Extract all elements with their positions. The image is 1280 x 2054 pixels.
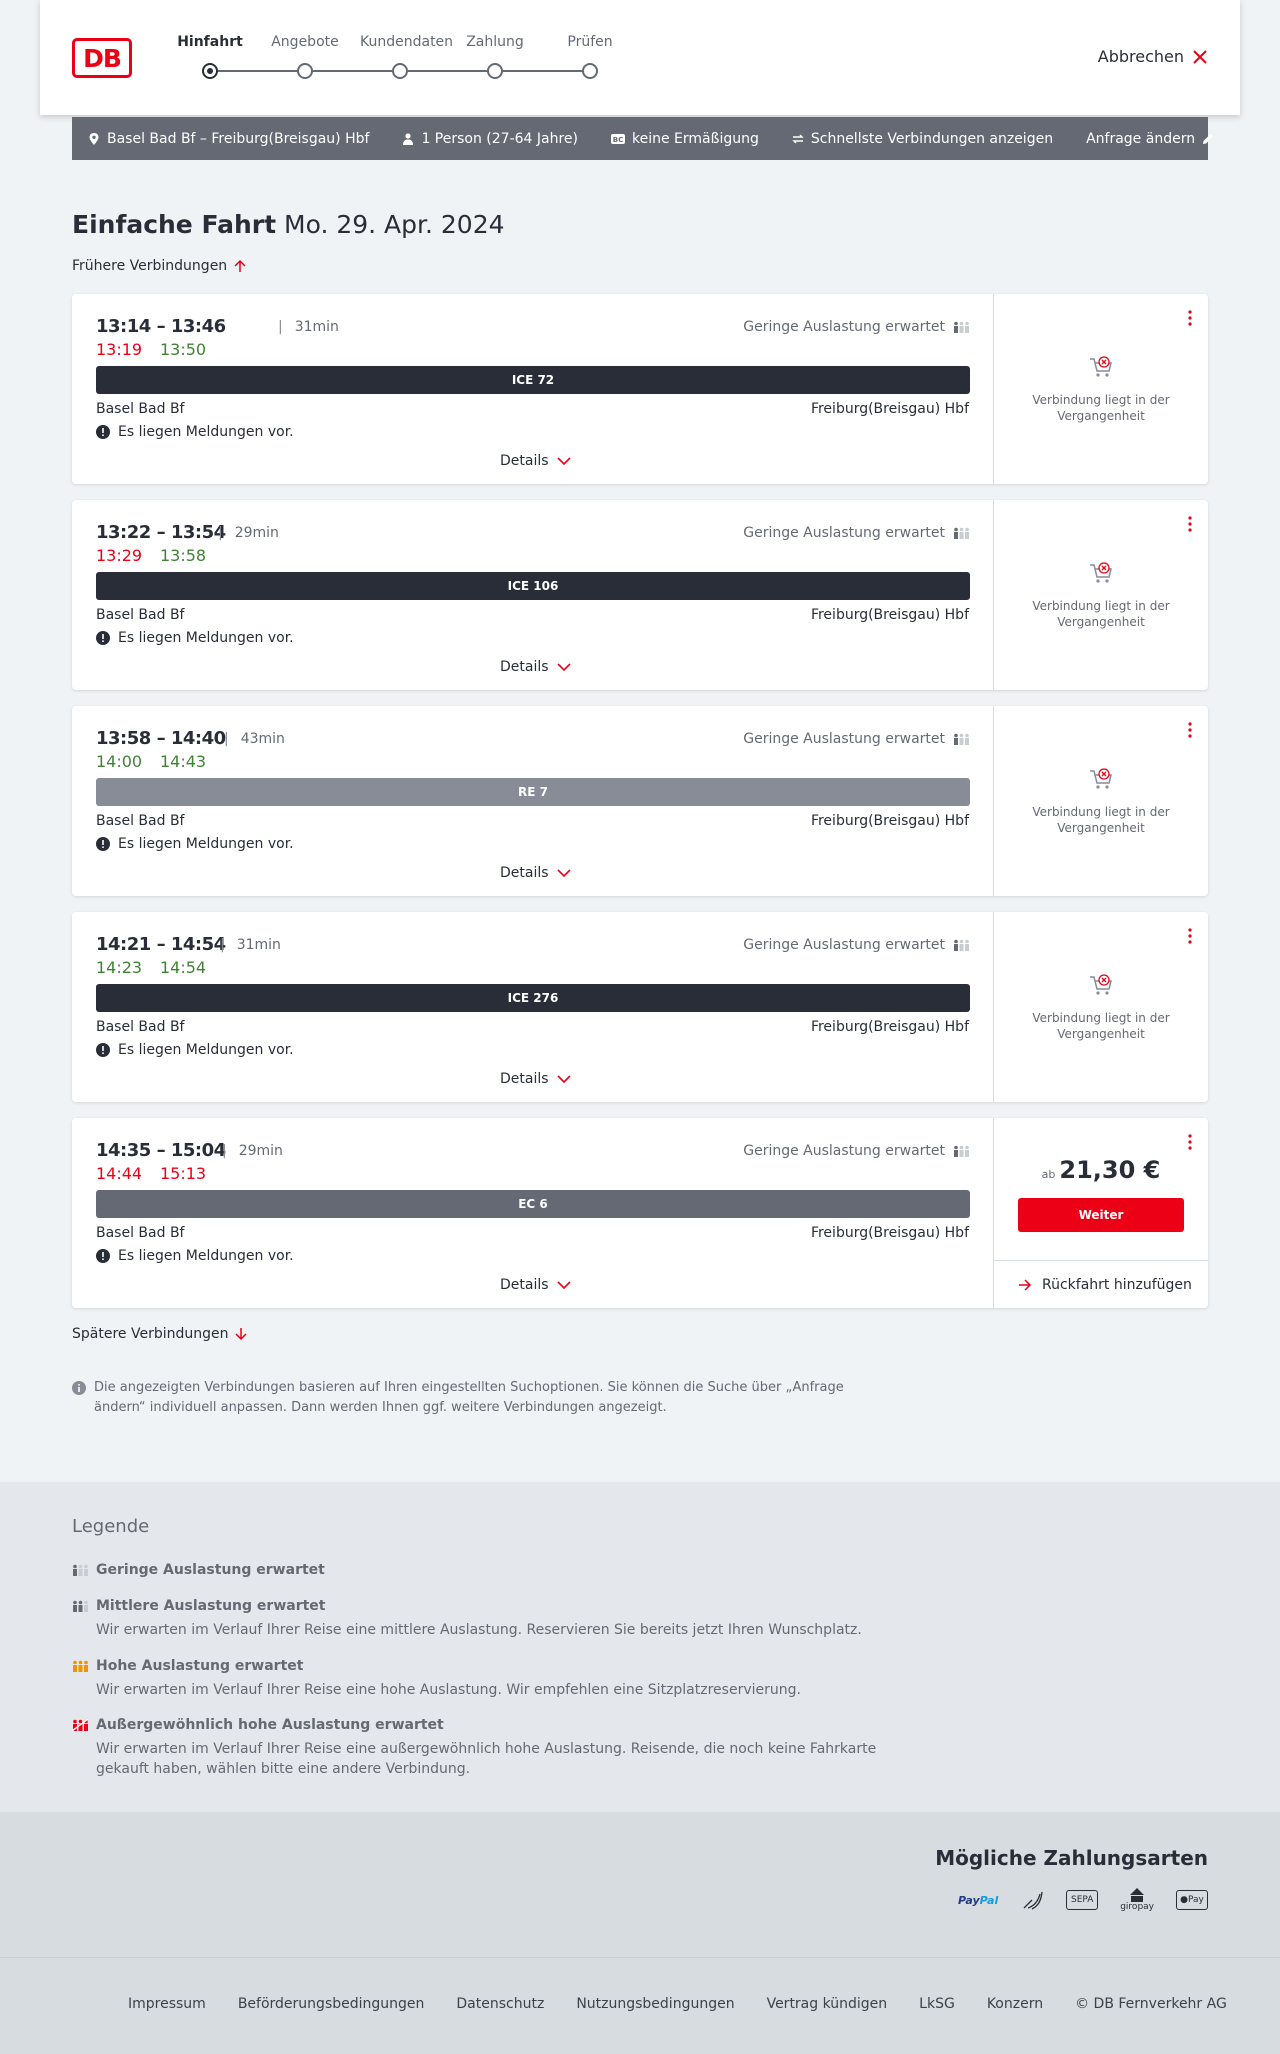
train-bar[interactable]: ICE 72 <box>96 366 970 394</box>
payment-logos <box>958 1886 1208 1914</box>
realtime-departure: 13:19 <box>96 340 143 359</box>
past-connection-notice <box>994 354 1208 424</box>
info-text: Die angezeigten Verbindungen basieren auf Ihren eingestellten Suchoptionen. Sie können die Suche über „Anfrage ändern“ individuell anpassen. Dann werden Ihnen ggf. weitere Verbindungen angezeigt. <box>94 1380 844 1415</box>
legend-item-title: Geringe Auslastung erwartet <box>96 1562 325 1578</box>
later-connections-label: Spätere Verbindungen <box>72 1326 229 1342</box>
passengers-text: 1 Person (27-64 Jahre) <box>421 130 578 147</box>
footer-link-konzern[interactable]: Konzern <box>986 1996 1044 2012</box>
occupancy-low-icon <box>953 1145 969 1157</box>
trip-type-title: Einfache Fahrt <box>72 210 277 239</box>
past-connection-text: Verbindung liegt in der Vergangenheit <box>1032 805 1170 835</box>
occupancy-indicator <box>743 525 969 541</box>
route-summary <box>88 131 369 147</box>
realtime-arrival: 13:50 <box>160 340 207 359</box>
price-value: 21,30 € <box>1059 1156 1161 1184</box>
step-pruefen <box>550 34 630 50</box>
realtime-times <box>96 340 224 359</box>
notice <box>96 630 294 646</box>
details-toggle[interactable] <box>500 659 571 675</box>
step-zahlung <box>455 34 535 50</box>
alert-icon <box>96 837 110 851</box>
realtime-arrival: 15:13 <box>160 1164 207 1183</box>
passenger-summary <box>402 131 578 147</box>
fastest-text: Schnellste Verbindungen anzeigen <box>810 130 1054 147</box>
footer-copyright: © DB Fernverkehr AG <box>1075 1996 1227 2012</box>
chevron-down-icon <box>557 868 571 878</box>
origin-station: Basel Bad Bf <box>96 607 185 623</box>
realtime-times <box>96 1164 224 1183</box>
duration: | 29min <box>218 525 279 541</box>
offer-panel <box>994 500 1208 690</box>
connection-info <box>72 294 994 484</box>
cart-unavailable-icon <box>1088 560 1114 586</box>
step-kundendaten <box>360 34 454 50</box>
destination-station: Freiburg(Breisgau) Hbf <box>810 401 969 417</box>
arrow-down-icon <box>234 1327 248 1341</box>
past-connection-text: Verbindung liegt in der Vergangenheit <box>1032 393 1170 423</box>
occupancy-high-icon <box>72 1660 88 1672</box>
occupancy-low-icon <box>72 1564 88 1576</box>
offer-panel <box>994 1118 1208 1308</box>
cart-unavailable-icon <box>1088 766 1114 792</box>
alert-icon <box>96 1249 110 1263</box>
realtime-times <box>96 958 224 977</box>
change-request-button[interactable] <box>1086 131 1214 147</box>
origin-station: Basel Bad Bf <box>96 401 185 417</box>
legend-section <box>0 1482 1280 1812</box>
legend-title: Legende <box>72 1516 150 1537</box>
paypal-logo-part: Pay <box>958 1893 980 1907</box>
offer-panel <box>994 912 1208 1102</box>
duration: | 43min <box>224 731 285 747</box>
more-options-icon[interactable] <box>1188 928 1192 944</box>
step-dot <box>487 63 503 79</box>
realtime-departure: 13:29 <box>96 546 143 565</box>
apple-pay-label: Pay <box>1187 1895 1204 1905</box>
step-hinfahrt[interactable] <box>170 34 250 50</box>
footer-link-impressum[interactable]: Impressum <box>128 1996 206 2012</box>
notice-text: Es liegen Meldungen vor. <box>118 1042 294 1058</box>
details-toggle[interactable] <box>500 1277 571 1293</box>
alert-icon <box>96 425 110 439</box>
occupancy-text: Geringe Auslastung erwartet <box>743 1143 945 1159</box>
step-label: Angebote <box>271 34 339 50</box>
fastest-summary <box>792 131 1053 147</box>
train-bar[interactable]: RE 7 <box>96 778 970 806</box>
footer-link-conditions[interactable]: Beförderungsbedingungen <box>237 1996 425 2012</box>
trip-date: Mo. 29. Apr. 2024 <box>284 210 505 239</box>
footer-link-cancel-contract[interactable]: Vertrag kündigen <box>766 1996 888 2012</box>
chevron-down-icon <box>557 1280 571 1290</box>
notice-text: Es liegen Meldungen vor. <box>118 836 294 852</box>
past-connection-text: Verbindung liegt in der Vergangenheit <box>1032 599 1170 629</box>
add-return-trip-link[interactable] <box>994 1260 1208 1308</box>
occupancy-indicator <box>743 1143 969 1159</box>
occupancy-text: Geringe Auslastung erwartet <box>743 937 945 953</box>
connection-card[interactable] <box>72 1118 1208 1308</box>
details-label: Details <box>500 865 549 881</box>
cart-unavailable-icon <box>1088 972 1114 998</box>
past-connection-notice <box>994 560 1208 630</box>
details-label: Details <box>500 453 549 469</box>
alert-icon <box>96 631 110 645</box>
chevron-down-icon <box>557 1074 571 1084</box>
step-dot <box>202 63 218 79</box>
details-label: Details <box>500 659 549 675</box>
legend-item-description: Wir erwarten im Verlauf Ihrer Reise eine mittlere Auslastung. Reservieren Sie bereits jetzt Ihren Wunschplatz. <box>96 1622 862 1638</box>
notice <box>96 1248 294 1264</box>
page-title <box>72 210 505 239</box>
destination-station: Freiburg(Breisgau) Hbf <box>810 1019 969 1035</box>
realtime-times <box>96 752 224 771</box>
payment-methods-title: Mögliche Zahlungsarten <box>935 1846 1208 1870</box>
notice-text: Es liegen Meldungen vor. <box>118 1248 294 1264</box>
legend-item-description: Wir erwarten im Verlauf Ihrer Reise eine außergewöhnlich hohe Auslastung. Reisende, die noch keine Fahrkarte gekauft haben, wählen bitte eine andere Verbindung. <box>96 1741 877 1777</box>
origin-station: Basel Bad Bf <box>96 813 185 829</box>
payment-methods-section <box>0 1812 1280 1957</box>
legend-item-high <box>72 1658 892 1700</box>
arrow-up-icon <box>233 259 247 273</box>
footer-link-terms[interactable]: Nutzungsbedingungen <box>576 1996 735 2012</box>
step-label: Zahlung <box>466 34 524 50</box>
legend-item-title: Mittlere Auslastung erwartet <box>96 1598 326 1614</box>
offer-panel <box>994 706 1208 896</box>
connection-info <box>72 1118 994 1308</box>
close-icon <box>1192 49 1208 65</box>
connection-card[interactable] <box>72 294 1208 484</box>
realtime-departure: 14:44 <box>96 1164 143 1183</box>
scheduled-times: 14:21 – 14:54 <box>96 934 226 955</box>
step-label: Prüfen <box>567 34 613 50</box>
details-toggle[interactable] <box>500 453 571 469</box>
progress-steps <box>170 34 750 84</box>
past-connection-text: Verbindung liegt in der Vergangenheit <box>1032 1011 1170 1041</box>
origin-station: Basel Bad Bf <box>96 1225 185 1241</box>
connection-info <box>72 912 994 1102</box>
legend-item-low <box>72 1562 892 1578</box>
legend-item-title: Hohe Auslastung erwartet <box>96 1658 304 1674</box>
footer-links <box>128 1996 1227 2012</box>
footer <box>0 1957 1280 2054</box>
destination-station: Freiburg(Breisgau) Hbf <box>810 813 969 829</box>
step-dot <box>582 63 598 79</box>
paypal-logo <box>958 1886 998 1914</box>
more-options-icon[interactable] <box>1188 310 1192 326</box>
destination-station: Freiburg(Breisgau) Hbf <box>810 607 969 623</box>
details-toggle[interactable] <box>500 1071 571 1087</box>
cancel-button[interactable] <box>1098 47 1208 66</box>
top-bar <box>40 0 1240 115</box>
offer-panel <box>994 294 1208 484</box>
paypal-logo-part: Pal <box>979 1893 999 1907</box>
person-icon <box>402 133 414 145</box>
details-toggle[interactable] <box>500 865 571 881</box>
step-label: Kundendaten <box>360 34 454 50</box>
notice-text: Es liegen Meldungen vor. <box>118 424 294 440</box>
contactless-card-icon <box>1020 1886 1044 1914</box>
more-options-icon[interactable] <box>1188 1134 1192 1150</box>
db-logo[interactable]: DB <box>72 38 132 78</box>
occupancy-low-icon <box>953 527 969 539</box>
notice <box>96 424 294 440</box>
occupancy-low-icon <box>953 321 969 333</box>
price-prefix: ab <box>1041 1168 1056 1181</box>
occupancy-low-icon <box>953 733 969 745</box>
past-connection-notice <box>994 766 1208 836</box>
legend-item-medium <box>72 1598 892 1640</box>
more-options-icon[interactable] <box>1188 516 1192 532</box>
details-label: Details <box>500 1071 549 1087</box>
search-options-info <box>72 1378 852 1418</box>
duration: | 31min <box>220 937 281 953</box>
realtime-arrival: 14:43 <box>160 752 207 771</box>
realtime-arrival: 14:54 <box>160 958 207 977</box>
chevron-down-icon <box>557 456 571 466</box>
scheduled-times: 13:14 – 13:46 <box>96 316 226 337</box>
svg-text:BC: BC <box>612 135 624 144</box>
route-text: Basel Bad Bf – Freiburg(Breisgau) Hbf <box>107 130 370 147</box>
occupancy-text: Geringe Auslastung erwartet <box>743 731 945 747</box>
bahncard-icon <box>611 133 625 145</box>
giropay-label: giropay <box>1120 1902 1154 1912</box>
scheduled-times: 13:22 – 13:54 <box>96 522 226 543</box>
occupancy-text: Geringe Auslastung erwartet <box>743 319 945 335</box>
arrow-right-icon <box>1018 1278 1032 1292</box>
connection-info <box>72 706 994 896</box>
origin-station: Basel Bad Bf <box>96 1019 185 1035</box>
legend-item-extreme <box>72 1717 892 1779</box>
alert-icon <box>96 1043 110 1057</box>
step-label: Hinfahrt <box>177 34 243 50</box>
swap-arrows-icon <box>792 133 804 145</box>
connection-card[interactable] <box>72 500 1208 690</box>
chevron-down-icon <box>557 662 571 672</box>
occupancy-indicator <box>743 731 969 747</box>
realtime-departure: 14:23 <box>96 958 143 977</box>
info-icon <box>72 1381 86 1395</box>
realtime-arrival: 13:58 <box>160 546 207 565</box>
legend-item-description: Wir erwarten im Verlauf Ihrer Reise eine hohe Auslastung. Wir empfehlen eine Sitzplatzreservierung. <box>96 1682 801 1698</box>
scheduled-times: 13:58 – 14:40 <box>96 728 226 749</box>
occupancy-extreme-icon <box>72 1719 88 1731</box>
legend-item-title: Außergewöhnlich hohe Auslastung erwartet <box>96 1717 444 1733</box>
sepa-logo: SEPA <box>1066 1890 1098 1910</box>
later-connections-link[interactable] <box>72 1326 248 1342</box>
earlier-connections-link[interactable] <box>72 258 247 274</box>
discount-text: keine Ermäßigung <box>632 130 759 147</box>
train-bar[interactable]: EC 6 <box>96 1190 970 1218</box>
cancel-label: Abbrechen <box>1097 47 1184 66</box>
location-pin-icon <box>88 133 100 145</box>
change-request-label: Anfrage ändern <box>1086 130 1196 147</box>
train-bar[interactable]: ICE 106 <box>96 572 970 600</box>
add-return-trip-label: Rückfahrt hinzufügen <box>1042 1276 1192 1293</box>
footer-link-lksg[interactable]: LkSG <box>919 1996 955 2012</box>
notice-text: Es liegen Meldungen vor. <box>118 630 294 646</box>
duration: | 29min <box>222 1143 283 1159</box>
destination-station: Freiburg(Breisgau) Hbf <box>810 1225 969 1241</box>
occupancy-medium-icon <box>72 1600 88 1612</box>
occupancy-indicator <box>743 937 969 953</box>
scheduled-times: 14:35 – 15:04 <box>96 1140 226 1161</box>
connection-info <box>72 500 994 690</box>
earlier-connections-label: Frühere Verbindungen <box>72 258 228 274</box>
notice <box>96 1042 294 1058</box>
pencil-icon <box>1202 133 1214 145</box>
realtime-departure: 14:00 <box>96 752 143 771</box>
occupancy-indicator <box>743 319 969 335</box>
footer-link-privacy[interactable]: Datenschutz <box>456 1996 545 2012</box>
past-connection-notice <box>994 972 1208 1042</box>
occupancy-text: Geringe Auslastung erwartet <box>743 525 945 541</box>
notice <box>96 836 294 852</box>
step-dot <box>297 63 313 79</box>
more-options-icon[interactable] <box>1188 722 1192 738</box>
connection-card[interactable] <box>72 706 1208 896</box>
cart-unavailable-icon <box>1088 354 1114 380</box>
giropay-logo <box>1120 1886 1154 1914</box>
details-label: Details <box>500 1277 549 1293</box>
apple-pay-logo: ● Pay <box>1176 1890 1208 1910</box>
train-bar[interactable]: ICE 276 <box>96 984 970 1012</box>
realtime-times <box>96 546 224 565</box>
connection-card[interactable] <box>72 912 1208 1102</box>
step-angebote <box>265 34 345 50</box>
discount-summary <box>611 131 759 147</box>
continue-button[interactable]: Weiter <box>1018 1198 1184 1232</box>
occupancy-low-icon <box>953 939 969 951</box>
fare-price <box>994 1156 1208 1184</box>
step-dot <box>392 63 408 79</box>
duration: | 31min <box>278 319 339 335</box>
search-summary-bar <box>72 117 1208 160</box>
